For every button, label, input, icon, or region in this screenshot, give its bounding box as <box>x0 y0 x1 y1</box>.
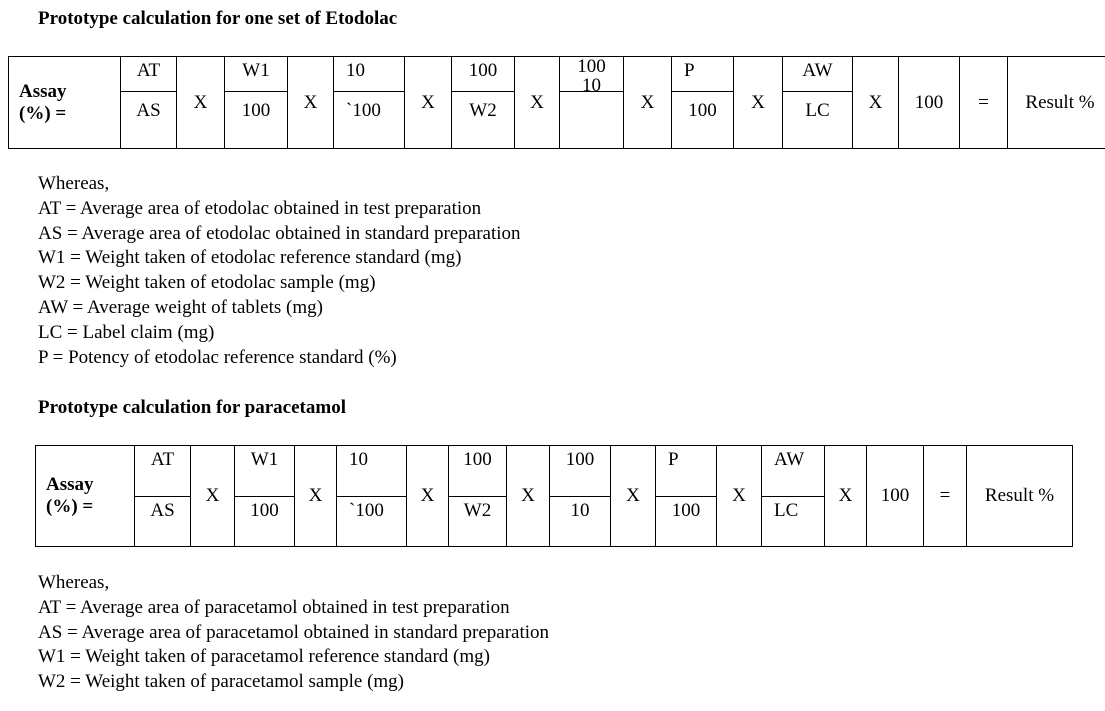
assay-label: Assay (%) = <box>9 57 121 149</box>
definition-at: AT = Average area of paracetamol obtained in test preparation <box>38 596 510 618</box>
definitions-intro: Whereas, <box>38 173 110 194</box>
definition-w2: W2 = Weight taken of etodolac sample (mg) <box>38 272 376 294</box>
denominator: AS <box>136 100 161 121</box>
section1-title: Prototype calculation for one set of Etodolac <box>38 8 398 29</box>
paracetamol-definitions <box>38 571 549 695</box>
denominator: 100 <box>250 500 279 521</box>
numerator: AT <box>136 60 161 81</box>
numerator: 100 <box>463 449 492 470</box>
etodolac-formula-table <box>8 56 1105 149</box>
fraction-aw-lc <box>783 57 853 149</box>
numerator: AT <box>150 449 175 470</box>
multiply-operator: X <box>288 57 334 149</box>
definition-lc: LC = Label claim (mg) <box>38 321 215 343</box>
numerator: 100 <box>577 56 606 77</box>
numerator: 10 <box>346 60 365 81</box>
multiply-operator: X <box>295 446 337 547</box>
fraction-10-100 <box>337 446 407 547</box>
fraction-10-100 <box>334 57 405 149</box>
multiplier-value: 100 <box>867 446 924 547</box>
fraction-at-as <box>121 57 177 149</box>
denominator: 100 <box>688 100 717 121</box>
paracetamol-formula-table <box>35 445 1073 547</box>
multiply-operator: X <box>717 446 762 547</box>
fraction-aw-lc <box>762 446 825 547</box>
denominator: `100 <box>346 100 381 121</box>
fraction-100-w2 <box>452 57 515 149</box>
denominator: LC <box>805 100 830 121</box>
denominator: `100 <box>349 500 384 521</box>
fraction-at-as <box>135 446 191 547</box>
multiply-operator: X <box>825 446 867 547</box>
definition-aw: AW = Average weight of tablets (mg) <box>38 296 323 318</box>
numerator: P <box>668 449 679 470</box>
multiply-operator: X <box>507 446 550 547</box>
fraction-100-10 <box>560 57 624 149</box>
fraction-100-w2 <box>449 446 507 547</box>
numerator: AW <box>802 60 833 81</box>
fraction-w1-100 <box>235 446 295 547</box>
multiply-operator: X <box>611 446 656 547</box>
denominator: 100 <box>241 100 271 121</box>
definition-w1: W1 = Weight taken of etodolac reference standard (mg) <box>38 247 462 269</box>
definitions-intro: Whereas, <box>38 572 110 593</box>
equals-sign: = <box>960 57 1008 149</box>
fraction-w1-100 <box>225 57 288 149</box>
equals-sign: = <box>924 446 967 547</box>
multiply-operator: X <box>407 446 449 547</box>
assay-label: Assay (%) = <box>36 446 135 547</box>
numerator-line2: 10 <box>582 74 601 96</box>
fraction-p-100 <box>656 446 717 547</box>
numerator: 100 <box>565 449 595 470</box>
multiply-operator: X <box>624 57 672 149</box>
multiply-operator: X <box>734 57 783 149</box>
definition-as: AS = Average area of etodolac obtained in standard preparation <box>38 222 521 244</box>
definition-w1: W1 = Weight taken of paracetamol reference standard (mg) <box>38 646 490 668</box>
denominator: W2 <box>463 500 492 521</box>
etodolac-definitions <box>38 172 521 370</box>
numerator: 10 <box>349 449 368 470</box>
numerator: P <box>684 60 695 81</box>
denominator: LC <box>774 500 799 521</box>
definition-p: P = Potency of etodolac reference standard (%) <box>38 346 397 368</box>
denominator: AS <box>150 500 175 521</box>
definition-at: AT = Average area of etodolac obtained in test preparation <box>38 197 482 219</box>
numerator: W1 <box>242 60 270 81</box>
numerator: W1 <box>250 449 279 470</box>
result-cell: Result % <box>1008 57 1105 149</box>
definition-as: AS = Average area of paracetamol obtained in standard preparation <box>38 621 550 643</box>
multiply-operator: X <box>191 446 235 547</box>
multiply-operator: X <box>177 57 225 149</box>
multiply-operator: X <box>853 57 899 149</box>
result-cell: Result % <box>967 446 1073 547</box>
denominator: W2 <box>469 100 497 121</box>
multiply-operator: X <box>515 57 560 149</box>
multiplier-value: 100 <box>899 57 960 149</box>
denominator: 10 <box>570 500 590 521</box>
fraction-100-10 <box>550 446 611 547</box>
definition-w2: W2 = Weight taken of paracetamol sample (mg) <box>38 671 405 693</box>
numerator: AW <box>774 449 805 470</box>
fraction-p-100 <box>672 57 734 149</box>
numerator: 100 <box>468 60 498 81</box>
multiply-operator: X <box>405 57 452 149</box>
section2-title: Prototype calculation for paracetamol <box>38 397 346 418</box>
denominator: 100 <box>671 500 701 521</box>
